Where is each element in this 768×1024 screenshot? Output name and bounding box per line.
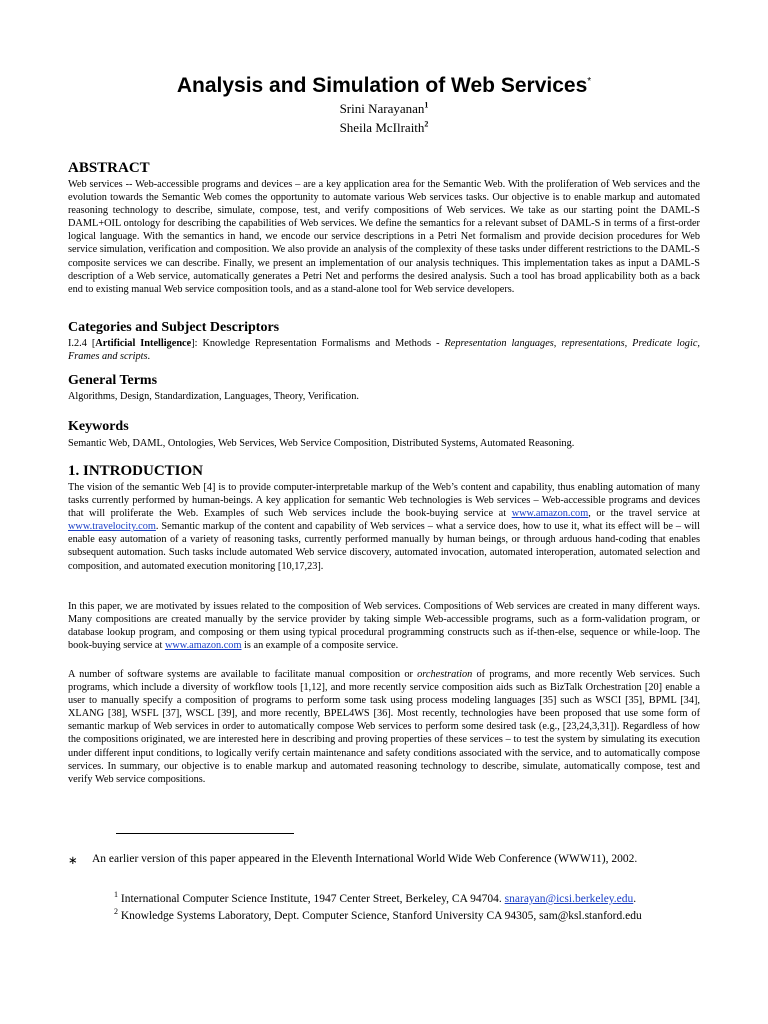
author-2 [0,120,768,136]
categories-heading: Categories and Subject Descriptors [68,320,280,335]
amazon-link[interactable]: www.amazon.com [511,508,589,520]
author-name: Srini Narayanan [339,101,425,116]
travelocity-link[interactable]: www.travelocity.com [68,521,156,533]
footnote-star-text: An earlier version of this paper appeared in the Eleventh International World Wide Web Conference (WWW11), 2002. [92,853,638,865]
title-text: Analysis and Simulation of Web Services [176,74,588,97]
footnote-affiliation-2: $^2$ Knowledge Systems Laboratory, Dept. Computer Science, Stanford University CA 94305, sam@ksl.stanford.edu [114,907,642,922]
abstract-heading: ABSTRACT [68,160,150,176]
title-footnote-mark: * [587,76,592,87]
intro-paragraph-3: A number of software systems are available to facilitate manual composition or orchestration of programs, and more recently Web services. Such programs, which include a diversity of workflow tools [1,12], and more recently service composition aids such as BizTalk Orchestration [20] enable a user to manually specify a composition of programs to perform some task using process modeling languages [35] such as WSCI [35], BPML [34], XLANG [38], WSFL [37], WSCL [39], and more recently, BPEL4WS [36]. Most recently, technologies have been proposed that use some form of semantic markup of Web services in order to automatically compose Web services to perform some desired task (e.g., [23,24,3,31]). Regardless of how the compositions originated, we are interested here in describing and proving properties of these services – to test the system by simulating its execution under different input conditions, to logically verify certain maintenance and safety conditions associated with the service, and to automatically compose services. In summary, our objective is to enable markup and automated reasoning technology to describe, simulate, automatically compose, test and verify Web service compositions. [68,669,701,785]
footnote-star-mark: ∗ [68,855,78,867]
introduction-heading: 1. INTRODUCTION [68,463,204,479]
abstract-text: Web services -- Web-accessible programs and devices – are a key application area for the Semantic Web. With the proliferation of Web services and the evolution towards the Semantic Web comes the opportunity to automate various Web services tasks. Our objective is to enable markup and automated reasoning technology to describe, simulate, compose, test, and verify compositions of Web services. We take as our starting point the DAML-S DAML+OIL ontology for describing the capabilities of Web services. We define the semantics for a relevant subset of DAML-S in terms of a first-order logical language. With the semantics in hand, we encode our service descriptions in a Petri Net formalism and provide decision procedures for Web service simulation, verification and composition. We also provide an analysis of the complexity of these tasks under different restrictions to the DAML-S composite services we can describe. Finally, we present an implementation of our analysis techniques. This implementation takes as input a DAML-S description of a Web service, automatically generates a Petri Net and performs the desired analysis. Such a tool has broad applicability both as a back end to existing manual Web service composition tools, and as a stand-alone tool for Web service developers. [68,179,700,295]
footnote-affiliation-1: $^1$ International Computer Science Institute, 1947 Center Street, Berkeley, CA 94704. snarayan@icsi.berkeley.edu. [114,890,637,905]
paper-title [0,74,768,98]
author-1 [0,101,768,117]
footnote-divider [116,833,294,834]
intro-paragraph-2: In this paper, we are motivated by issues related to the composition of Web services. Compositions of Web services are created in many different ways. Many compositions are created manually by the service provider by taking simple Web-accessible programs, such as a form-validation program, or database lookup program, and composing or them using typical procedural programming constructs such as if-then-else, sequence or while-loop. The book-buying service at www.amazon.com is an example of a composite service. [68,601,700,652]
keywords-text: Semantic Web, DAML, Ontologies, Web Services, Web Service Composition, Distributed Systems, Automated Reasoning. [68,438,575,449]
categories-text: I.2.4 [Artificial Intelligence]: Knowledge Representation Formalisms and Methods - Representation languages, representations, Predicate logic, Frames and scripts. [68,338,700,363]
author-affiliation-mark: 2 [424,119,429,129]
general-terms-heading: General Terms [68,373,158,388]
keywords-heading: Keywords [68,419,129,434]
general-terms-text: Algorithms, Design, Standardization, Languages, Theory, Verification. [68,391,359,402]
email-link[interactable]: snarayan@icsi.berkeley.edu [504,893,634,905]
amazon-link[interactable]: www.amazon.com [164,640,242,652]
author-name: Sheila McIlraith [339,120,425,135]
author-affiliation-mark: 1 [424,100,429,110]
intro-paragraph-1: The vision of the semantic Web [4] is to provide computer-interpretable markup of the Web’s content and capability, thus enabling automation of many tasks currently performed by human-beings. A key application for semantic Web technologies is Web services – Web-accessible programs and devices that will proliferate the Web. Examples of such Web services include the book-buying service at www.amazon.com, or the travel service at www.travelocity.com. Semantic markup of the content and capability of Web services – what a service does, how to use it, what its effect will be – will enable easy automation of a variety of reasoning tasks, currently performed manually by human beings, or through arduous hand-coding that enables subsequent automation. Such tasks include automated Web service discovery, automated invocation, automated interoperation, automated selection and composition, and automated execution monitoring [10,17,23]. [68,482,700,572]
